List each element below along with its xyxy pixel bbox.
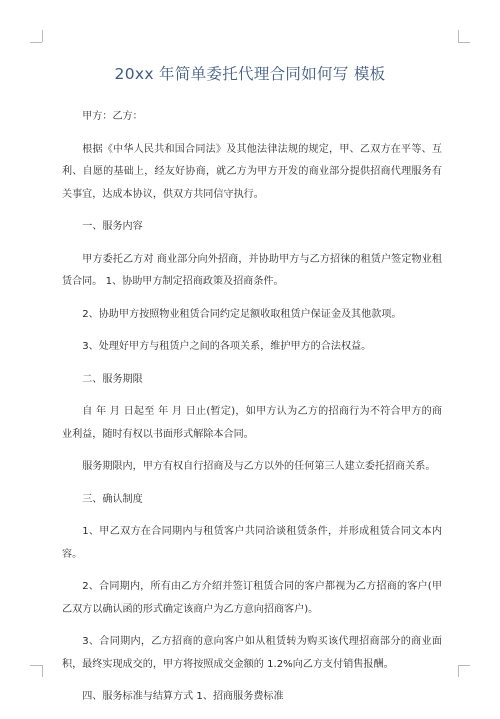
party-line: 甲方：乙方： <box>82 111 143 122</box>
service-term-note: 服务期限内，甲方有权自行招商及与乙方以外的任何第三人建立委托招商关系。 <box>82 461 436 472</box>
section-heading-confirmation: 三、确认制度 <box>82 493 143 505</box>
crop-mark-top-right-v <box>458 30 459 42</box>
section-heading-service-content: 一、服务内容 <box>82 221 143 232</box>
preamble-paragraph: 根据《中华人民共和国合同法》及其他法律法规的规定，甲、乙双方在平等、互利、自愿的基础上，经友好协商，就乙方为甲方开发的商业部分提供招商代理服务有关事宜，达成本协议，供双方共同信守执行。 <box>62 143 442 200</box>
service-item-3: 3、处理好甲方与租赁户之间的各项关系，维护甲方的合法权益。 <box>82 341 372 352</box>
document-title: 20xx 年简单委托代理合同如何写 模板 <box>114 65 386 83</box>
confirmation-item-2: 2、合同期内，所有由乙方介绍并签订租赁合同的客户都视为乙方招商的客户(甲乙双方以确认函的形式确定该商户为乙方意向招商客户)。 <box>62 581 442 615</box>
section-heading-service-term: 二、服务期限 <box>82 373 143 385</box>
crop-mark-bottom-left-h <box>30 665 42 666</box>
confirmation-item-1: 1、甲乙双方在合同期内与租赁客户共同洽谈租赁条件，并形成租赁合同文本内容。 <box>62 526 442 560</box>
service-content-paragraph: 甲方委托乙方对 商业部分向外招商，并协助甲方与乙方招徕的租赁户签定物业租赁合同。 1、协助甲方制定招商政策及招商条件。 <box>62 253 442 287</box>
crop-mark-bottom-left-v <box>42 665 43 677</box>
crop-mark-bottom-right-v <box>458 665 459 677</box>
service-item-2: 2、协助甲方按照物业租赁合同约定足额收取租赁户保证金及其他款项。 <box>82 308 402 320</box>
confirmation-item-3: 3、合同期内，乙方招商的意向客户如从租赁转为购买该代理招商部分的商业面积，最终实现成交的，甲方将按照成交金额的 1.2%向乙方支付销售报酬。 <box>62 636 442 670</box>
section-heading-service-standard: 四、服务标准与结算方式 1、招商服务费标准 <box>82 691 284 702</box>
service-term-paragraph: 自 年 月 日起至 年 月 日止(暂定)，如甲方认为乙方的招商行为不符合甲方的商业利益，随时有权以书面形式解除本合同。 <box>62 406 442 440</box>
crop-mark-top-left-h <box>30 42 42 43</box>
document-body <box>62 106 442 719</box>
crop-mark-top-right-h <box>458 42 470 43</box>
crop-mark-top-left-v <box>42 30 43 42</box>
crop-mark-bottom-right-h <box>458 665 470 666</box>
